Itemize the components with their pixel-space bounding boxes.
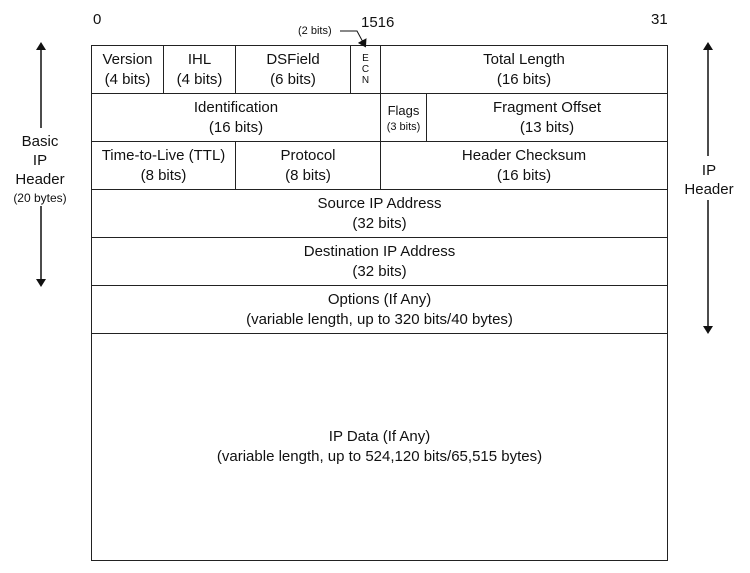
ihl-name: IHL [187,50,212,68]
flags-name: Flags [387,102,420,118]
header-checksum-name: Header Checksum [461,146,587,164]
right-label-line1: IP [701,162,717,179]
left-label-line3: Header [15,171,65,188]
destination-ip-name: Destination IP Address [303,242,456,260]
total-length-size: (16 bits) [496,70,552,88]
header-checksum-size: (16 bits) [496,166,552,184]
protocol-name: Protocol [280,146,336,164]
flags-size: (3 bits) [386,120,421,133]
options-size: (variable length, up to 320 bits/40 bytes) [246,310,513,328]
dsfield-name: DSField [266,50,320,68]
ecn-letter-c: C [361,64,370,75]
left-label-line1: Basic [21,133,59,150]
ecn-letter-n: N [361,75,370,86]
ttl-size: (8 bits) [140,166,187,184]
ecn-size-note: (2 bits) [298,25,332,37]
ecn-letter-e: E [362,53,369,64]
dsfield-size: (6 bits) [270,70,316,88]
protocol-size: (8 bits) [285,166,331,184]
ip-data-name: IP Data (If Any) [328,428,431,445]
identification-size: (16 bits) [208,118,264,136]
bit-mid-label: 1516 [361,14,395,31]
ecn-pointer-arrow [340,31,364,44]
version-name: Version [102,50,153,68]
source-ip-size: (32 bits) [352,214,407,232]
left-label-line4: (20 bytes) [13,191,67,205]
bit-start-label: 0 [93,11,102,28]
source-ip-name: Source IP Address [317,194,442,212]
destination-ip-size: (32 bits) [352,262,407,280]
bit-end-label: 31 [651,11,668,28]
identification-name: Identification [193,98,279,116]
options-name: Options (If Any) [327,290,432,308]
total-length-name: Total Length [483,50,565,68]
ihl-size: (4 bits) [176,70,223,88]
fragment-offset-name: Fragment Offset [492,98,602,116]
ip-data-size: (variable length, up to 524,120 bits/65,515 bytes) [216,448,543,465]
version-size: (4 bits) [104,70,151,88]
right-label-line2: Header [684,181,734,198]
fragment-offset-size: (13 bits) [519,118,575,136]
left-label-line2: IP [32,152,48,169]
ttl-name: Time-to-Live (TTL) [101,146,226,164]
